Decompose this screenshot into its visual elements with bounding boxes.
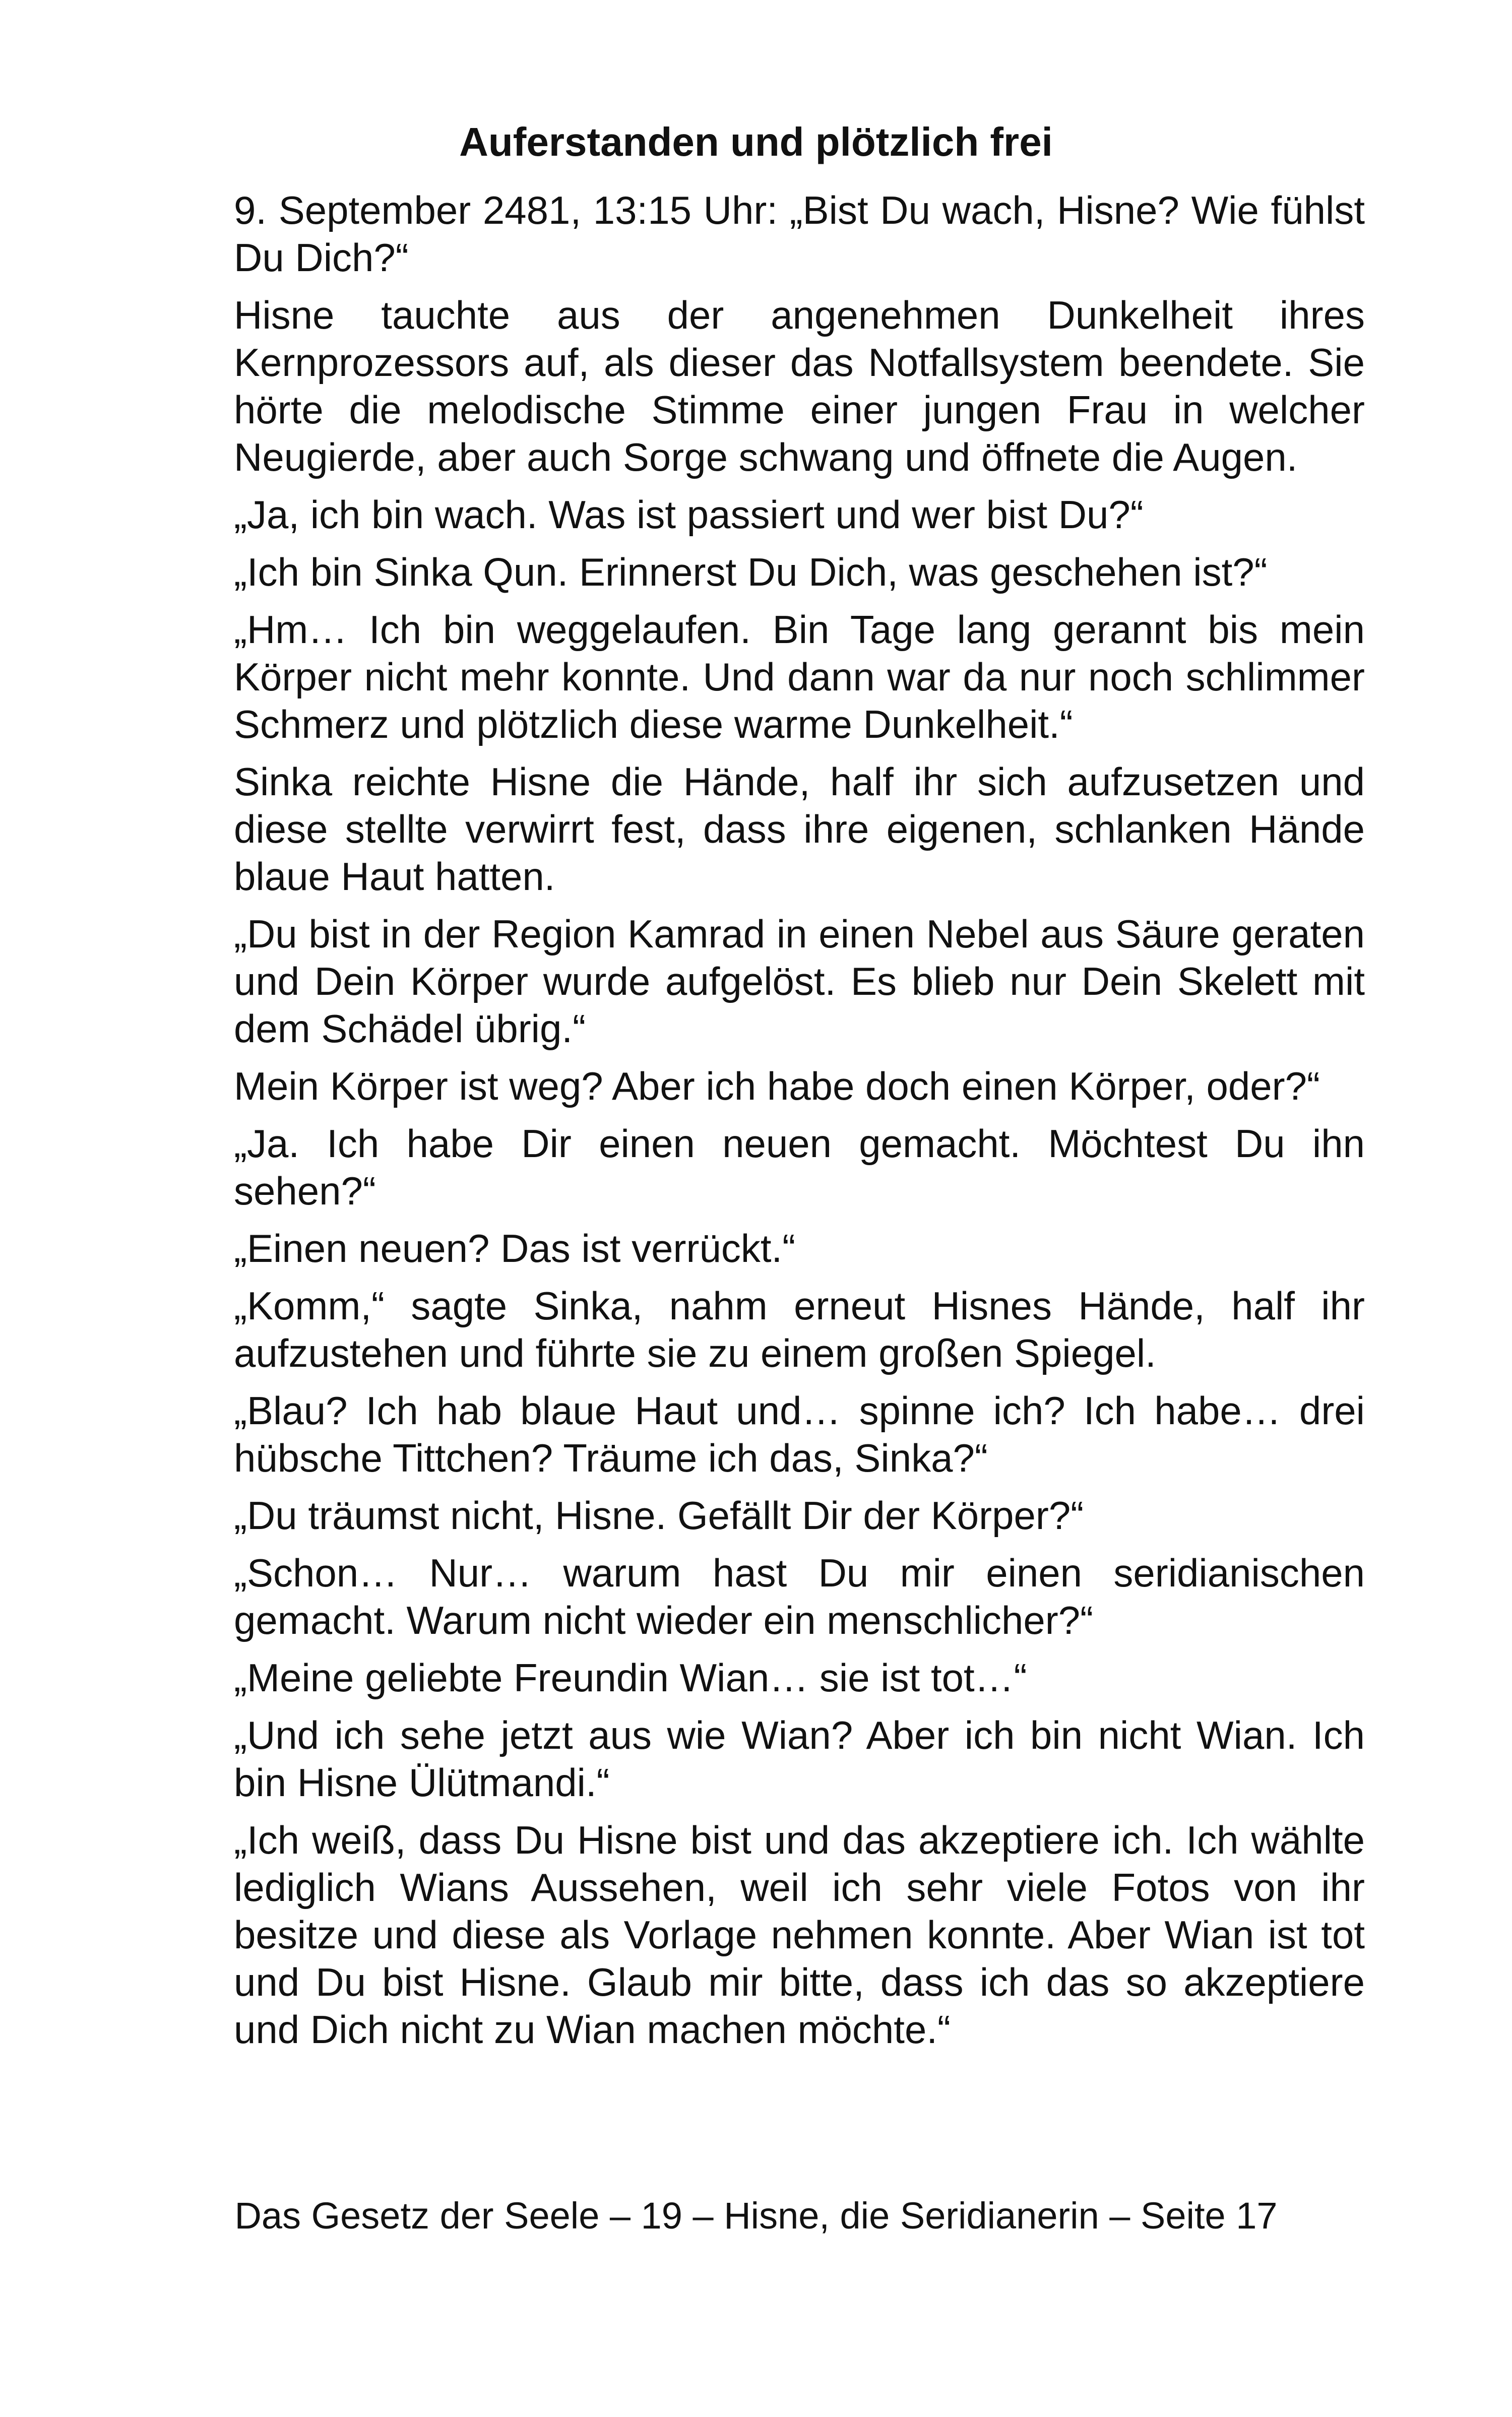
paragraph: 9. September 2481, 13:15 Uhr: „Bist Du wach, Hisne? Wie fühlst Du Dich?“ [234,188,1365,280]
paragraph: Sinka reichte Hisne die Hände, half ihr sich aufzusetzen und diese stellte verwirrt fest, dass ihre eigenen, schlanken Hände blaue Haut hatten. [234,759,1365,899]
paragraph: Mein Körper ist weg? Aber ich habe doch einen Körper, oder?“ [234,1064,1320,1108]
paragraph: „Ja, ich bin wach. Was ist passiert und wer bist Du?“ [234,492,1144,537]
paragraph: „Und ich sehe jetzt aus wie Wian? Aber ich bin nicht Wian. Ich bin Hisne Ülütmandi.“ [234,1713,1365,1805]
paragraph: „Blau? Ich hab blaue Haut und… spinne ich? Ich habe… drei hübsche Tittchen? Träume ich das, Sinka?“ [234,1388,1365,1480]
paragraph: „Einen neuen? Das ist verrückt.“ [234,1226,796,1270]
paragraph: Hisne tauchte aus der angenehmen Dunkelheit ihres Kernprozessors auf, als dieser das Notfallsystem beendete. Sie hörte die melodische Stimme einer jungen Frau in welcher Neugierde, aber auch Sorge schwang und öffnete die Augen. [234,293,1365,479]
paragraph: „Komm,“ sagte Sinka, nahm erneut Hisnes Hände, half ihr aufzustehen und führte sie zu einem großen Spiegel. [234,1284,1365,1375]
paragraph: „Du bist in der Region Kamrad in einen Nebel aus Säure geraten und Dein Körper wurde aufgelöst. Es blieb nur Dein Skelett mit dem Schädel übrig.“ [234,912,1365,1051]
paragraph: „Hm… Ich bin weggelaufen. Bin Tage lang gerannt bis mein Körper nicht mehr konnte. Und dann war da nur noch schlimmer Schmerz und plötzlich diese warme Dunkelheit.“ [234,607,1365,746]
body-text [234,186,1365,2063]
paragraph: „Schon… Nur… warum hast Du mir einen seridianischen gemacht. Warum nicht wieder ein menschlicher?“ [234,1551,1365,1642]
paragraph: „Ich weiß, dass Du Hisne bist und das akzeptiere ich. Ich wählte lediglich Wians Aussehen, weil ich sehr viele Fotos von ihr besitze und diese als Vorlage nehmen konnte. Aber Wian ist tot und Du bist Hisne. Glaub mir bitte, dass ich das so akzeptiere und Dich nicht zu Wian machen möchte.“ [234,1818,1365,2052]
chapter-title: Auferstanden und plötzlich frei [459,119,1053,164]
paragraph: „Du träumst nicht, Hisne. Gefällt Dir der Körper?“ [234,1493,1084,1538]
paragraph: „Meine geliebte Freundin Wian… sie ist tot…“ [234,1656,1027,1700]
paragraph: „Ja. Ich habe Dir einen neuen gemacht. Möchtest Du ihn sehen?“ [234,1121,1365,1213]
page-footer: Das Gesetz der Seele – 19 – Hisne, die Seridianerin – Seite 17 [234,2195,1278,2237]
paragraph: „Ich bin Sinka Qun. Erinnerst Du Dich, was geschehen ist?“ [234,550,1268,594]
